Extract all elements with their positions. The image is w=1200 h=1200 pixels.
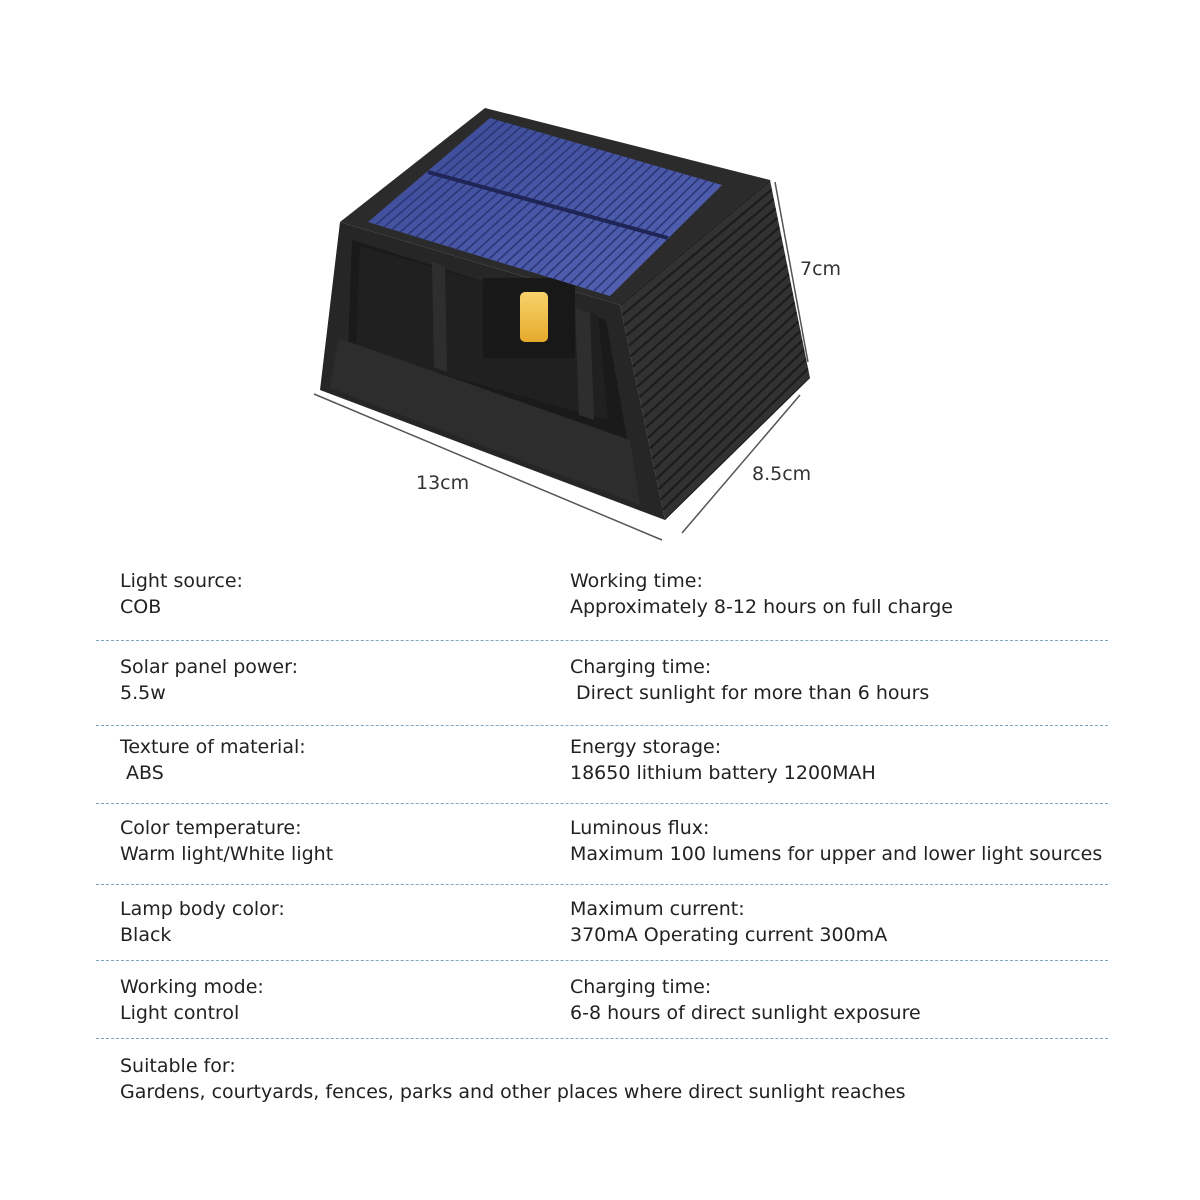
spec-label: Maximum current: xyxy=(570,898,745,920)
spec-row-light-source xyxy=(96,568,1108,641)
spec-value: 5.5w xyxy=(120,682,166,704)
spec-value: Light control xyxy=(120,1002,240,1024)
spec-value: ABS xyxy=(120,762,164,784)
spec-label: Energy storage: xyxy=(570,736,722,758)
suitable-for-label: Suitable for: xyxy=(120,1055,236,1077)
spec-row-working-mode xyxy=(96,974,1108,1039)
spec-value: COB xyxy=(120,596,162,618)
spec-label: Charging time: xyxy=(570,656,712,678)
spec-label: Light source: xyxy=(120,570,243,592)
width-label: 8.5cm xyxy=(752,463,812,485)
spec-value: 18650 lithium battery 1200MAH xyxy=(570,762,876,784)
spec-value: Black xyxy=(120,924,172,946)
suitable-for-section xyxy=(120,1053,1120,1105)
spec-label: Working mode: xyxy=(120,976,264,998)
spec-label: Color temperature: xyxy=(120,817,302,839)
spec-label: Lamp body color: xyxy=(120,898,285,920)
spec-value: 6-8 hours of direct sunlight exposure xyxy=(570,1002,921,1024)
spec-label: Charging time: xyxy=(570,976,712,998)
spec-value: Maximum 100 lumens for upper and lower light sources xyxy=(570,843,1103,865)
spec-row-solar-panel-power xyxy=(96,654,1108,726)
spec-value: Warm light/White light xyxy=(120,843,334,865)
spec-label: Solar panel power: xyxy=(120,656,299,678)
spec-value: Approximately 8-12 hours on full charge xyxy=(570,596,953,618)
spec-row-color-temperature xyxy=(96,815,1108,885)
spec-label: Luminous flux: xyxy=(570,817,710,839)
height-label: 7cm xyxy=(800,258,842,280)
spec-value: 370mA Operating current 300mA xyxy=(570,924,888,946)
spec-row-lamp-body-color xyxy=(96,896,1108,961)
spec-label: Texture of material: xyxy=(120,736,306,758)
length-label: 13cm xyxy=(416,472,470,494)
spec-row-texture-of-material xyxy=(96,734,1108,804)
solar-wall-light-illustration xyxy=(0,0,1200,560)
suitable-for-value: Gardens, courtyards, fences, parks and other places where direct sunlight reaches xyxy=(120,1081,906,1103)
led-chip xyxy=(520,292,548,342)
lamp-left-post xyxy=(432,262,447,372)
spec-label: Working time: xyxy=(570,570,703,592)
spec-value: Direct sunlight for more than 6 hours xyxy=(570,682,930,704)
